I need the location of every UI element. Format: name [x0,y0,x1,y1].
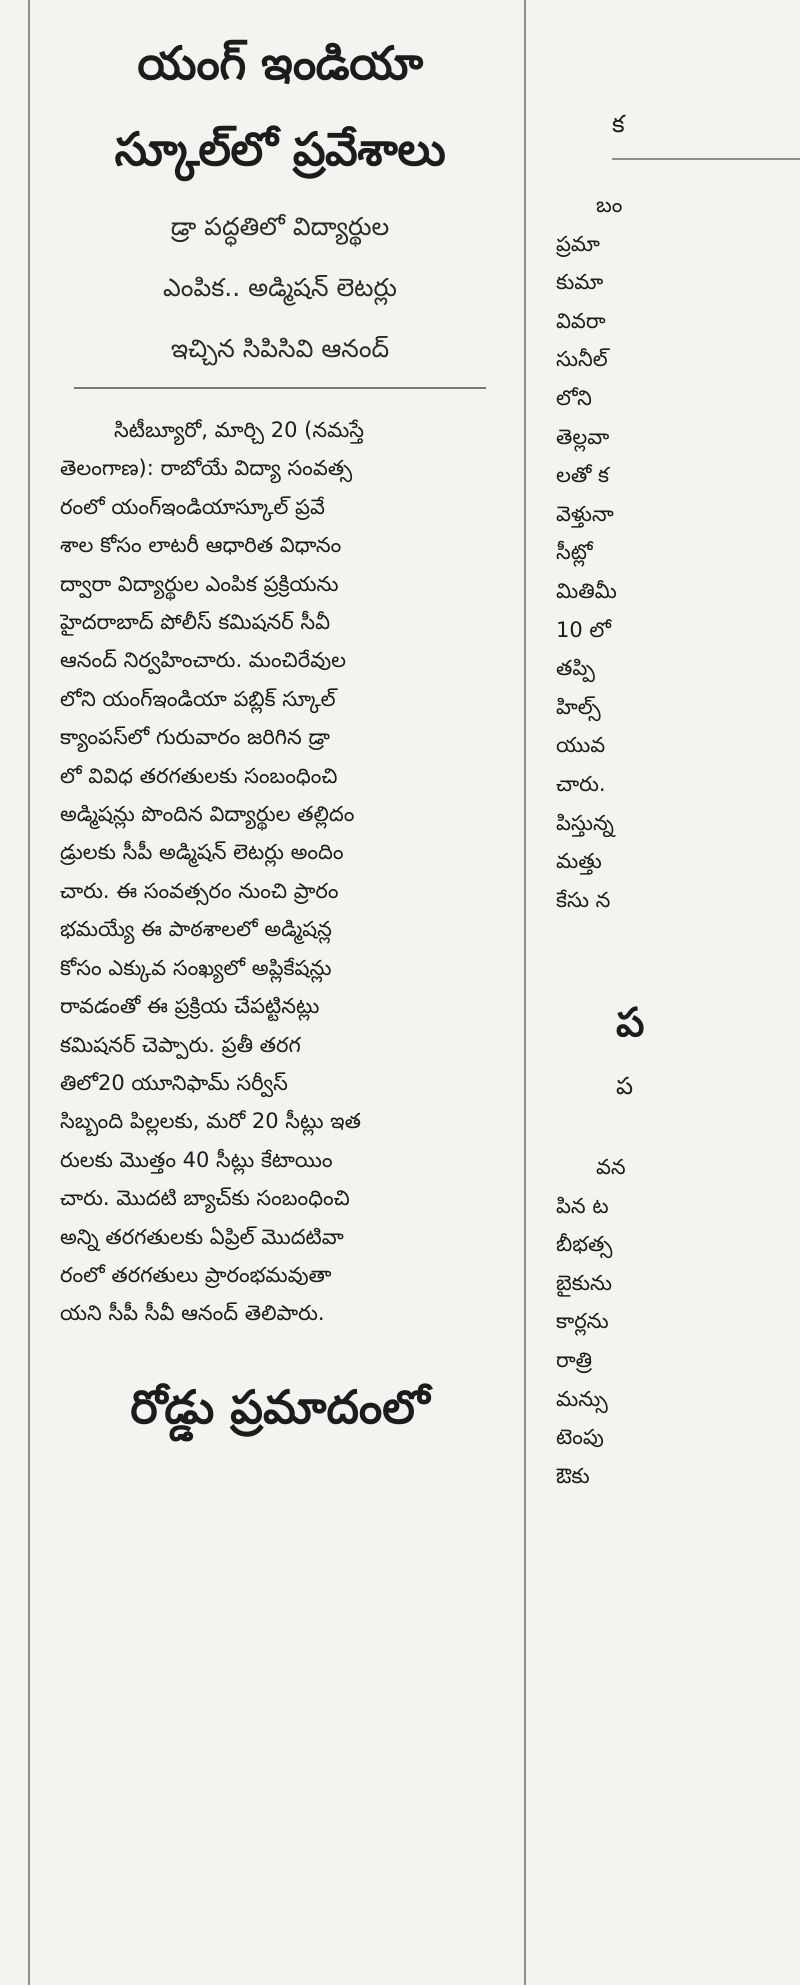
right-body-line: బీభత్స [556,1232,613,1257]
article-subhead [60,196,500,379]
right-body-line: మితిమీ [556,578,617,603]
headline-line-2: స్కూల్‌లో ప్రవేశాలు [114,122,446,176]
right-second-subhead-fragment: ప [616,1072,634,1100]
body-line: రులకు మొత్తం 40 సీట్లు కేటాయిం [60,1147,333,1172]
body-line: తెలంగాణ): రాబోయే విద్యా సంవత్స [60,456,353,481]
right-heading-fragment: క [612,110,625,138]
column-divider-rule [524,0,526,1985]
right-body-line: హిల్స్ [556,694,601,719]
body-line: భమయ్యే ఈ పాఠశాలలో అడ్మిషన్ల [60,917,332,942]
right-body-line: పిస్తున్న [556,810,614,835]
right-body-line: కార్లను [556,1309,609,1334]
body-line: హైదరాబాద్ పోలీస్ కమిషనర్ సీవీ [60,610,331,635]
subhead-divider [74,387,486,389]
right-body-line: ప్రమా [556,231,600,256]
body-line: కమిషనర్ చెప్పారు. ప్రతీ తరగ [60,1032,301,1057]
right-body-line: ఔకు [556,1463,590,1488]
body-line: శాల కోసం లాటరీ ఆధారిత విధానం [60,533,342,558]
second-article-headline: రోడ్డు ప్రమాదంలో [130,1379,430,1434]
body-line: తిలో20 యూనిఫామ్ సర్వీస్ [60,1070,288,1095]
right-body-line: వెళ్తునా [556,501,614,526]
right-body-line: బైకును [556,1270,612,1295]
right-body-lines-2 [556,1148,626,1495]
right-body-line: కుమా [556,270,604,295]
body-line: రంలో తరగతులు ప్రారంభమవుతా [60,1262,332,1287]
right-body-line: బం [596,193,623,217]
right-article-column-cropped [556,0,800,1985]
right-body-line: తెల్లవా [556,424,610,449]
article-headline [60,20,500,192]
right-body-line: వివరా [556,308,606,333]
body-line: ఆనంద్ నిర్వహించారు. మంచిరేవుల [60,648,347,673]
right-heading-rule [612,158,800,160]
body-line: చారు. ఈ సంవత్సరం నుంచి ప్రారం [60,878,339,903]
right-body-line: లతో క [556,463,610,488]
body-line: కోసం ఎక్కువ సంఖ్యలో అప్లికేషన్లు [60,955,332,980]
right-body-line: తప్పి [556,656,595,681]
subhead-line-1: డ్రా పద్ధతిలో విద్యార్థుల [170,212,390,241]
body-line: రావడంతో ఈ ప్రక్రియ చేపట్టినట్లు [60,994,320,1019]
right-body-line: లోని [556,385,592,410]
right-body-line: చారు. [556,771,606,796]
body-line: క్యాంపస్‌లో గురువారం జరిగిన డ్రా [60,725,330,750]
right-body-line: టెంపు [556,1425,604,1450]
right-body-line: సీట్లో [556,540,593,565]
body-line: రంలో యంగ్‌ఇండియాస్కూల్ ప్రవే [60,494,325,519]
body-line: అడ్మిషన్లు పొందిన విద్యార్థుల తల్లిదం [60,802,355,827]
right-body-lines [556,186,622,919]
right-body-line: 10 లో [556,617,612,642]
body-line: డ్రులకు సీపీ అడ్మిషన్ లెటర్లు అందిం [60,840,344,865]
body-line: సిటీబ్యూరో, మార్చి 20 (నమస్తే [114,418,365,442]
right-body-line: కేసు న [556,887,611,912]
article-body [60,411,500,1333]
headline-line-1: యంగ్ ఇండియా [137,36,423,90]
subhead-line-3: ఇచ్చిన సిపిసివి ఆనంద్ [170,334,390,363]
body-line: ద్వారా విద్యార్థుల ఎంపిక ప్రక్రియను [60,571,339,596]
body-line: లో వివిధ తరగతులకు సంబంధించి [60,763,338,788]
right-body-line: వన [596,1155,626,1179]
right-body-line: పిన ట [556,1193,609,1218]
left-column-rule [28,0,30,1985]
right-body-line: మత్తు [556,849,602,874]
right-second-heading-fragment: ప [616,1000,645,1046]
subhead-line-2: ఎంపిక.. అడ్మిషన్ లెటర్లు [163,273,397,302]
body-line: యని సీపీ సీవీ ఆనంద్ తెలిపారు. [60,1301,325,1326]
body-line: చారు. మొదటి బ్యాచ్‌కు సంబంధించి [60,1186,350,1211]
body-line: సిబ్బంది పిల్లలకు, మరో 20 సీట్లు ఇత [60,1109,361,1134]
right-body-line: మన్సు [556,1386,608,1411]
right-body-line: రాత్రి [556,1347,593,1372]
right-body-line: యువ [556,733,606,758]
main-article-column [60,20,500,1447]
right-body-line: సునీల్ [556,347,608,372]
body-line: అన్ని తరగతులకు ఏప్రిల్ మొదటివా [60,1224,344,1249]
body-line: లోని యంగ్‌ఇండియా పబ్లిక్ స్కూల్ [60,686,336,711]
